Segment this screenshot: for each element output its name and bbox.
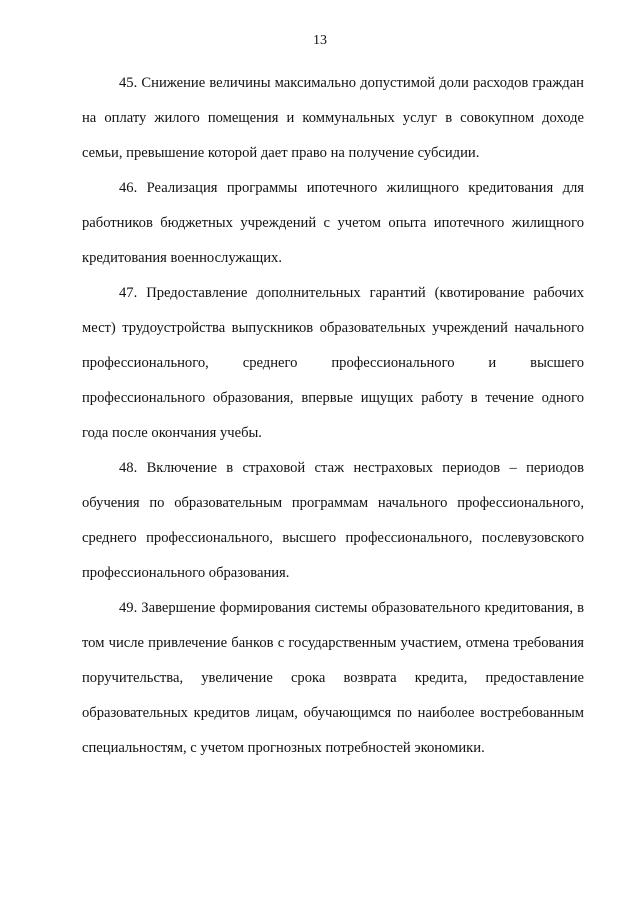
paragraph-45: 45. Снижение величины максимально допустимой доли расходов граждан на оплату жилого помещения и коммунальных услуг в совокупном доходе семьи, превышение которой дает право на получение субсидии. <box>82 75 584 161</box>
paragraph-49: 49. Завершение формирования системы образовательного кредитования, в том числе привлечение банков с государственным участием, отмена требования поручительства, увеличение срока возврата кредита, предоставление образовательных кредитов лицам, обучающимся по наиболее востребованным специальностям, с учетом прогнозных потребностей экономики. <box>82 600 584 756</box>
document-body <box>82 66 584 766</box>
paragraph-46: 46. Реализация программы ипотечного жилищного кредитования для работников бюджетных учреждений с учетом опыта ипотечного жилищного кредитования военнослужащих. <box>82 180 584 266</box>
paragraph-48: 48. Включение в страховой стаж нестраховых периодов – периодов обучения по образовательным программам начального профессионального, среднего профессионального, высшего профессионального, послевузовского профессионального образования. <box>82 460 584 581</box>
page-number: 13 <box>313 33 327 48</box>
paragraph-47: 47. Предоставление дополнительных гарантий (квотирование рабочих мест) трудоустройства выпускников образовательных учреждений начального профессионального, среднего профессионального и высшего профессионального образования, впервые ищущих работу в течение одного года после окончания учебы. <box>82 285 584 441</box>
